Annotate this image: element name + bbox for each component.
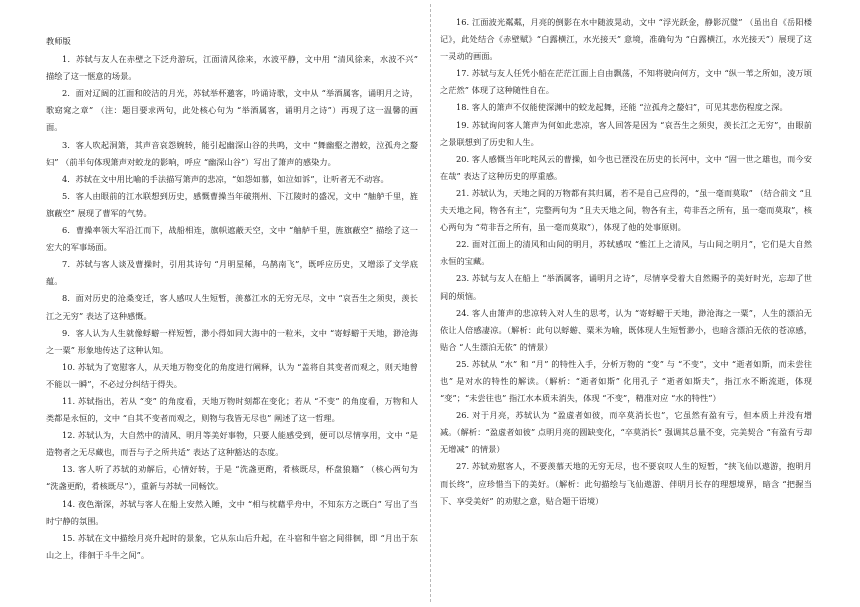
question-item: 10. 苏轼为了宽慰客人，从天地万物变化的角度进行阐释，认为 “盖将自其变者而观之，则天地曾不能以一瞬”，不必过分纠结于得失。 — [46, 361, 418, 389]
question-item: 15. 苏轼在文中描绘月亮升起时的景象，它从东山后升起，在斗宿和牛宿之间徘徊，即 “月出于东山之上，徘徊于斗牛之间”。 — [46, 532, 418, 560]
question-item: 26. 对于月亮，苏轼认为 “盈虚者如彼，而卒莫消长也”，它虽然有盈有亏，但本质上并没有增减。（解析：“盈虚者如彼” 点明月亮的圆缺变化，“卒莫消长” 强调其总量不变，完美契合 “有盈有亏却无增减” 的情景） — [440, 410, 812, 455]
question-item: 19. 苏轼询问客人箫声为何如此悲凉，客人回答是因为 “哀吾生之须臾，羡长江之无穷”，由眼前之景联想到了历史和人生。 — [440, 119, 812, 147]
question-item: 1．苏轼与友人在赤壁之下泛舟游玩，江面清风徐来，水波平静，文中用 “清风徐来，水波不兴” 描绘了这一惬意的场景。 — [46, 54, 418, 82]
right-column — [440, 14, 812, 510]
question-item: 4．苏轼在文中用比喻的手法描写箫声的悲凉，“如怨如慕，如泣如诉”，让听者无不动容。 — [62, 173, 389, 184]
question-item: 8．面对历史的沧桑变迁，客人感叹人生短暂，羡慕江水的无穷无尽，文中 “哀吾生之须臾，羡长江之无穷” 表达了这种感慨。 — [46, 293, 418, 321]
question-item: 22. 面对江面上的清风和山间的明月，苏轼感叹 “惟江上之清风，与山间之明月”，它们是大自然永恒的宝藏。 — [440, 239, 812, 267]
question-item: 3．客人吹起洞箫，其声音哀怨婉转，能引起幽深山谷的共鸣，文中 “舞幽壑之潜蛟，泣孤舟之嫠妇” （前半句体现箫声对蛟龙的影响，呼应 “幽深山谷”）写出了箫声的感染力。 — [46, 139, 418, 167]
question-item: 21. 苏轼认为，天地之间的万物都有其归属，若不是自己应得的，“虽一毫而莫取” （结合前文 “且夫天地之间，物各有主”，完整两句为 “且夫天地之间，物各有主，苟非吾之所有，虽一毫而莫取”，核心两句为 “苟非吾之所有，虽一毫而莫取”），体现了他的处事原则。 — [440, 187, 812, 233]
question-item: 6．曹操率领大军沿江而下，战船相连，旗帜遮蔽天空，文中 “舳舻千里，旌旗蔽空” 描绘了这一宏大的军事场面。 — [46, 225, 418, 253]
left-item-list — [46, 51, 418, 564]
question-item: 14. 夜色渐深，苏轼与客人在船上安然入睡，文中 “相与枕藉乎舟中，不知东方之既白” 写出了当时宁静的氛围。 — [46, 498, 418, 526]
question-item: 24. 客人由箫声的悲凉转入对人生的思考，认为 “寄蜉蝣于天地，渺沧海之一粟”，人生的漂泊无依让人倍感凄凉。（解析：此句以蜉蝣、粟米为喻，既体现人生短暂渺小，也暗含漂泊无依的苍凉感，贴合 “人生漂泊无依” 的情景） — [440, 307, 812, 352]
page-header: 教师版 — [46, 36, 71, 46]
question-item: 11. 苏轼指出，若从 “变” 的角度看，天地万物时刻都在变化；若从 “不变” 的角度看，万物和人类都是永恒的，文中 “自其不变者而观之，则物与我皆无尽也” 阐述了这一哲理。 — [46, 395, 418, 424]
question-item: 12. 苏轼认为，大自然中的清风、明月等美好事物，只要人能感受到，便可以尽情享用，文中 “是造物者之无尽藏也，而吾与子之所共适” 表达了这种豁达的态度。 — [46, 430, 418, 458]
question-item: 17. 苏轼与友人任凭小船在茫茫江面上自由飘荡，不知将驶向何方，文中 “纵一苇之所如，凌万顷之茫然” 体现了这种随性自在。 — [440, 68, 812, 96]
column-divider — [430, 4, 431, 602]
question-item: 5．客人由眼前的江水联想到历史，感慨曹操当年破荆州、下江陵时的盛况，文中 “舳舻千里，旌旗蔽空” 展现了曹军的气势。 — [46, 190, 418, 218]
question-item: 25. 苏轼从 “水” 和 “月” 的特性入手，分析万物的 “变” 与 “不变”，文中 “逝者如斯，而未尝往也” 是对水的特性的解读。（解析：“逝者如斯” 化用孔子 “逝者如斯夫”，指江水不断流逝，体现 “变”；“未尝往也” 指江水本质未消失，体现 “不变”，精准对应 “水的特性”） — [440, 358, 812, 404]
question-item: 27. 苏轼劝慰客人，不要羡慕天地的无穷无尽，也不要哀叹人生的短暂，“挟飞仙以遨游，抱明月而长终”，应珍惜当下的美好。（解析：此句描绘与飞仙遨游、伴明月长存的理想境界，暗含 “把握当下、享受美好” 的劝慰之意，贴合题干语境） — [440, 461, 812, 506]
right-item-list — [440, 14, 812, 510]
question-item: 2．面对辽阔的江面和皎洁的月光，苏轼举杯邀客，吟诵诗歌，文中从 “举酒属客，诵明月之诗，歌窈窕之章” （注：题目要求两句，此处核心句为 “举酒属客，诵明月之诗”）再现了这一温馨的画面。 — [46, 88, 418, 133]
question-item: 23. 苏轼与友人在船上 “举酒属客，诵明月之诗”，尽情享受着大自然赐予的美好时光，忘却了世间的烦恼。 — [440, 273, 812, 301]
question-item: 20. 客人感慨当年叱咤风云的曹操，如今也已湮没在历史的长河中，文中 “固一世之雄也，而今安在哉” 表达了这种历史的厚重感。 — [440, 153, 812, 181]
question-item: 13. 客人听了苏轼的劝解后，心情好转，于是 “洗盏更酌，肴核既尽，杯盘狼籍” （核心两句为 “洗盏更酌，肴核既尽”），重新与苏轼一同畅饮。 — [46, 464, 418, 492]
left-column — [46, 33, 418, 564]
question-item: 7．苏轼与客人谈及曹操时，引用其诗句 “月明星稀，乌鹊南飞”，既呼应历史，又增添了文学底蕴。 — [46, 259, 418, 287]
question-item: 18. 客人的箫声不仅能使深渊中的蛟龙起舞，还能 “泣孤舟之嫠妇”，可见其悲伤程度之深。 — [456, 102, 788, 113]
question-item: 16. 江面波光粼粼，月亮的倒影在水中随波晃动，文中 “浮光跃金，静影沉璧” （虽出自《岳阳楼记》，此处结合《赤壁赋》“白露横江，水光接天” 意境，准确句为 “白露横江，水光接天”）展现了这一灵动的画面。 — [440, 17, 812, 62]
question-item: 9．客人认为人生就像蜉蝣一样短暂，渺小得如同大海中的一粒米，文中 “寄蜉蝣于天地，渺沧海之一粟” 形象地传达了这种认知。 — [46, 327, 418, 355]
